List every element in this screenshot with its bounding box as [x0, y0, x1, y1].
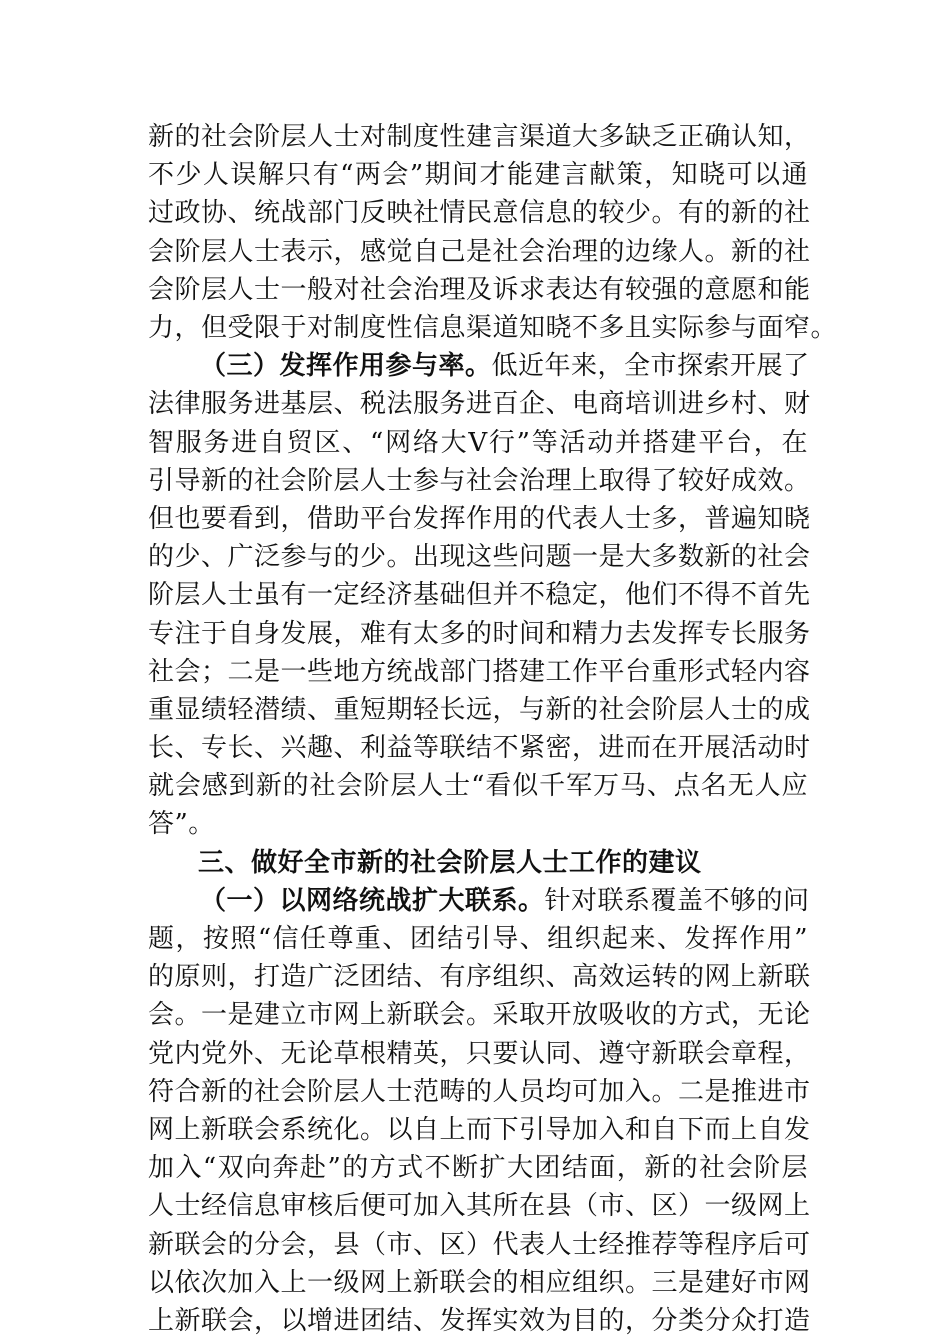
- body-text: 低近年来，全市探索开展了: [491, 351, 810, 381]
- body-line: 引导新的社会阶层人士参与社会治理上取得了较好成效。: [148, 466, 811, 496]
- body-line: 社会；二是一些地方统战部门搭建工作平台重形式轻内容: [148, 657, 811, 687]
- body-line: 的原则，打造广泛团结、有序组织、高效运转的网上新联: [148, 962, 811, 992]
- body-line: 智服务进自贸区、“网络大V行”等活动并搭建平台，在: [148, 428, 808, 458]
- body-line: 新的社会阶层人士对制度性建言渠道大多缺乏正确认知，: [148, 122, 811, 152]
- body-line: 但也要看到，借助平台发挥作用的代表人士多，普遍知晓: [148, 504, 811, 534]
- body-line: 重显绩轻潜绩、重短期轻长远，与新的社会阶层人士的成: [148, 695, 811, 725]
- body-line: 法律服务进基层、税法服务进百企、电商培训进乡村、财: [148, 389, 811, 419]
- body-line: 新联会的分会，县（市、区）代表人士经推荐等程序后可: [148, 1230, 811, 1260]
- body-line: 不少人误解只有“两会”期间才能建言献策，知晓可以通: [148, 160, 808, 190]
- body-line: 加入“双向奔赴”的方式不断扩大团结面，新的社会阶层: [148, 1153, 808, 1183]
- body-line: 党内党外、无论草根精英，只要认同、遵守新联会章程，: [148, 1039, 811, 1069]
- body-line: 上新联会，以增进团结、发挥实效为目的，分类分众打造: [148, 1306, 811, 1336]
- body-line: 长、专长、兴趣、利益等联结不紧密，进而在开展活动时: [148, 733, 811, 763]
- body-line: 符合新的社会阶层人士范畴的人员均可加入。二是推进市: [148, 1077, 811, 1107]
- body-line: 以依次加入上一级网上新联会的相应组织。三是建好市网: [148, 1268, 811, 1298]
- body-line: 答”。: [148, 809, 215, 839]
- subsection-title: （一）以网络统战扩大联系。: [200, 886, 545, 916]
- body-line: 会阶层人士表示，感觉自己是社会治理的边缘人。新的社: [148, 237, 811, 267]
- subsection-title: （三）发挥作用参与率。: [200, 351, 492, 381]
- body-line: 专注于自身发展，难有太多的时间和精力去发挥专长服务: [148, 619, 811, 649]
- section-heading: 三、做好全市新的社会阶层人士工作的建议: [198, 848, 702, 878]
- body-line: 过政协、统战部门反映社情民意信息的较少。有的新的社: [148, 198, 811, 228]
- body-line: 网上新联会系统化。以自上而下引导加入和自下而上自发: [148, 1115, 811, 1145]
- body-line: 题，按照“信任尊重、团结引导、组织起来、发挥作用”: [148, 924, 808, 954]
- body-line: 会。一是建立市网上新联会。采取开放吸收的方式，无论: [148, 1000, 811, 1030]
- subsection-line: [200, 882, 808, 920]
- body-text: 针对联系覆盖不够的问: [544, 886, 810, 916]
- body-line: 的少、广泛参与的少。出现这些问题一是大多数新的社会: [148, 542, 811, 572]
- subsection-line: [200, 347, 808, 385]
- body-line: 力，但受限于对制度性信息渠道知晓不多且实际参与面窄。: [148, 313, 838, 343]
- body-line: 阶层人士虽有一定经济基础但并不稳定，他们不得不首先: [148, 580, 811, 610]
- body-line: 就会感到新的社会阶层人士“看似千军万马、点名无人应: [148, 771, 808, 801]
- body-line: 会阶层人士一般对社会治理及诉求表达有较强的意愿和能: [148, 275, 811, 305]
- body-line: 人士经信息审核后便可加入其所在县（市、区）一级网上: [148, 1191, 811, 1221]
